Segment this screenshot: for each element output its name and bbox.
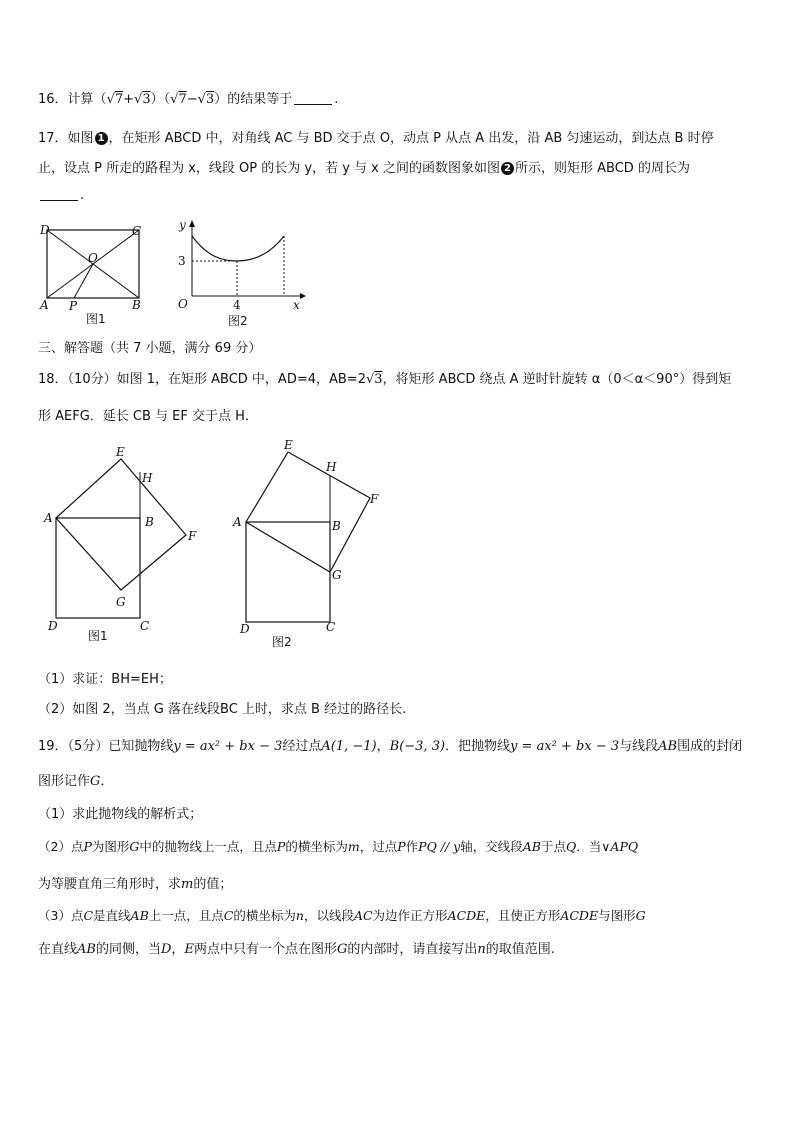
caption-fig2: 图2 bbox=[228, 314, 248, 328]
q18-line2: 形 AEFG．延长 CB 与 EF 交于点 H． bbox=[38, 409, 258, 424]
q18-part1: （1）求证：BH=EH； bbox=[38, 672, 172, 687]
label-h: H bbox=[142, 471, 153, 485]
q17-line2: 止，设点 P 所走的路程为 x，线段 OP 的长为 y，若 y 与 x 之间的函数图象如图 2 所示，则矩形 ABCD 的周长为 bbox=[38, 161, 690, 176]
label-e: E bbox=[116, 445, 125, 459]
answer-blank bbox=[294, 103, 332, 105]
label-d: D bbox=[48, 619, 58, 633]
label-b: B bbox=[332, 519, 341, 533]
q17-figure-1 bbox=[36, 220, 148, 330]
rectangle-abcd bbox=[56, 518, 140, 618]
section-3-heading: 三、解答题（共 7 小题，满分 69 分） bbox=[38, 341, 262, 356]
y-axis-arrow bbox=[189, 220, 195, 227]
label-a: A bbox=[44, 511, 53, 525]
q19-line1: 19．（5分）已知抛物线y = ax² + bx − 3经过点A(1, −1)，B(−3, 3)．把抛物线y = ax² + bx − 3与线段AB围成的封闭 bbox=[38, 739, 743, 754]
q19-part2-line1: （2）点P为图形G中的抛物线上一点，且点P的横坐标为m，过点P作PQ // y轴，交线段AB于点Q．当∨APQ bbox=[38, 839, 639, 854]
q19-part2-line2: 为等腰直角三角形时，求m的值； bbox=[38, 877, 233, 892]
label-o: O bbox=[178, 297, 188, 311]
q18-part2: （2）如图 2，当点 G 落在线段BC 上时，求点 B 经过的路径长. bbox=[38, 702, 407, 717]
label-b: B bbox=[132, 298, 141, 312]
label-o: O bbox=[88, 251, 98, 265]
q17-line1: 17．如图 1 ，在矩形 ABCD 中，对角线 AC 与 BD 交于点 O，动点 P 从点 A 出发，沿 AB 匀速运动，到达点 B 时停 bbox=[38, 131, 714, 146]
label-c: C bbox=[140, 619, 150, 633]
q19-part3-line2: 在直线AB的同侧，当D，E两点中只有一个点在图形G的内部时，请直接写出n的取值范围. bbox=[38, 942, 555, 957]
label-b: B bbox=[145, 515, 154, 529]
label-c: C bbox=[132, 224, 142, 238]
q18-figure-2 bbox=[228, 436, 398, 652]
label-d: D bbox=[240, 622, 250, 636]
function-curve bbox=[192, 236, 284, 261]
label-p: P bbox=[69, 299, 78, 313]
label-c: C bbox=[326, 620, 336, 634]
rectangle-abcd bbox=[246, 522, 330, 622]
label-a: A bbox=[40, 298, 49, 312]
label-f: F bbox=[370, 492, 379, 506]
label-d: D bbox=[40, 223, 50, 237]
label-a: A bbox=[233, 515, 242, 529]
label-y: y bbox=[179, 218, 186, 232]
label-3: 3 bbox=[178, 254, 186, 268]
label-g: G bbox=[116, 595, 126, 609]
caption-fig1: 图1 bbox=[88, 629, 108, 643]
sqrt-7b: √7 bbox=[170, 92, 187, 107]
sqrt-3: √3 bbox=[134, 92, 151, 107]
q19-part1: （1）求此抛物线的解析式； bbox=[38, 807, 203, 822]
label-x: x bbox=[293, 298, 300, 312]
answer-blank bbox=[40, 199, 78, 201]
q16-line: 16．计算（√7+√3）（√7−√3）的结果等于 . bbox=[38, 92, 339, 107]
segment-op bbox=[74, 264, 93, 298]
sqrt-7: √7 bbox=[106, 92, 124, 107]
q18-line1: 18．（10分）如图 1，在矩形 ABCD 中，AD=4，AB=2√3，将矩形 ABCD 绕点 A 逆时针旋转 α（0＜α＜90°）得到矩 bbox=[38, 372, 732, 387]
q17-line3: . bbox=[38, 188, 84, 203]
circled-2: 2 bbox=[501, 162, 514, 175]
label-4: 4 bbox=[233, 298, 241, 312]
rectangle-aefg bbox=[56, 459, 186, 590]
label-e: E bbox=[284, 438, 293, 452]
rectangle-aefg bbox=[246, 452, 370, 572]
label-g: G bbox=[332, 568, 342, 582]
q16-number: 16． bbox=[38, 92, 68, 107]
caption-fig2: 图2 bbox=[272, 635, 292, 649]
x-axis-arrow bbox=[300, 293, 306, 299]
circled-1: 1 bbox=[95, 132, 108, 145]
caption-fig1: 图1 bbox=[86, 312, 106, 326]
q18-figure-1 bbox=[40, 440, 210, 650]
q19-part3-line1: （3）点C是直线AB上一点，且点C的横坐标为n，以线段AC为边作正方形ACDE，且使正方形ACDE与图形G bbox=[38, 908, 646, 923]
label-h: H bbox=[326, 460, 337, 474]
q19-line2: 图形记作G． bbox=[38, 774, 114, 789]
sqrt-3b: √3 bbox=[197, 92, 215, 107]
q17-figure-2 bbox=[172, 214, 312, 332]
label-f: F bbox=[188, 529, 197, 543]
